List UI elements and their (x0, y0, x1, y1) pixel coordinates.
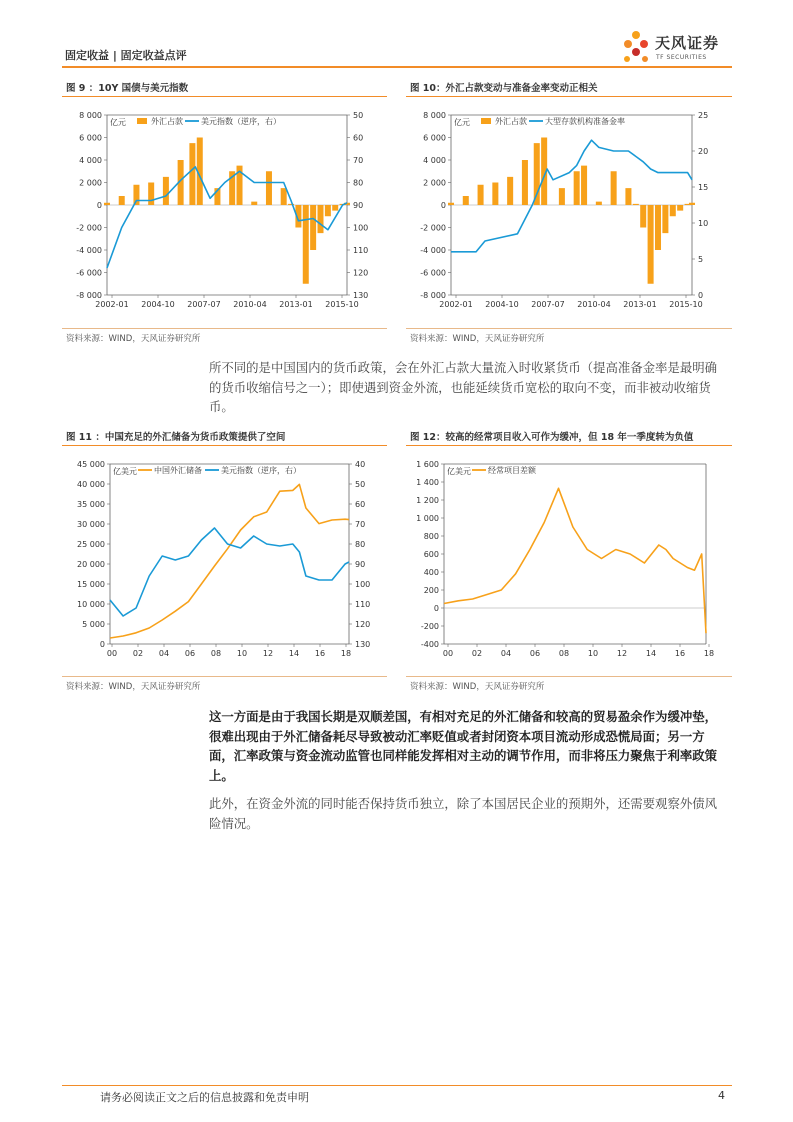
y-left-tick-label: 15 000 (77, 580, 105, 589)
y-left-tick-label: 0 (440, 201, 446, 210)
x-tick-label: 06 (529, 649, 541, 658)
bar-外汇占款 (507, 177, 513, 205)
bar-外汇占款 (478, 185, 484, 205)
bar-外汇占款 (148, 183, 154, 206)
bar-外汇占款 (670, 205, 676, 216)
line-中国外汇储备 (110, 484, 349, 638)
x-tick-label: 04 (500, 649, 512, 658)
line-美元指数（逆序，右） (110, 528, 349, 616)
x-tick-label: 04 (158, 649, 170, 658)
logo-subtitle: TF SECURITIES (656, 54, 707, 61)
y-right-tick-label: 60 (355, 500, 366, 509)
y-left-tick-label: 8 000 (423, 111, 446, 120)
y-right-tick-label: 70 (353, 156, 364, 165)
x-tick-label: 2015-10 (325, 300, 359, 309)
header-section: 固定收益 | 固定收益点评 (65, 49, 187, 62)
fig12-source-rule (406, 676, 732, 677)
fig11-title-rule (62, 445, 387, 446)
fig12-title: 图 12：较高的经常项目收入可作为缓冲，但 18 年一季度转为负值 (410, 432, 694, 443)
y-right-tick-label: 25 (698, 111, 709, 120)
y-left-tick-label: 10 000 (77, 600, 105, 609)
bar-外汇占款 (677, 205, 683, 211)
y-right-tick-label: 20 (698, 147, 709, 156)
bar-外汇占款 (463, 196, 469, 205)
paragraph-2: 这一方面是由于我国长期是双顺差国，有相对充足的外汇储备和较高的贸易盈余作为缓冲垫，很难出现由于外汇储备耗尽导致被动汇率贬值或者封闭资本项目流动形成恐慌局面；另一方面，汇率政策与资金流动监管也同样能发挥相对主动的调节作用，而非将压力聚焦于利率政策上。 (209, 709, 718, 783)
y-left-tick-label: 5 000 (82, 620, 105, 629)
bar-外汇占款 (303, 205, 309, 284)
bar-外汇占款 (689, 203, 695, 205)
y-right-tick-label: 120 (355, 620, 371, 629)
bar-外汇占款 (559, 188, 565, 205)
fig10-title: 图 10：外汇占款变动与准备金率变动正相关 (410, 83, 598, 94)
x-tick-label: 2002-01 (95, 300, 129, 309)
bar-外汇占款 (655, 205, 661, 250)
y-left-tick-label: 800 (423, 532, 439, 541)
bar-外汇占款 (492, 183, 498, 206)
x-tick-label: 2010-04 (577, 300, 611, 309)
y-right-tick-label: 40 (355, 460, 366, 469)
y-left-tick-label: 35 000 (77, 500, 105, 509)
y-right-tick-label: 120 (353, 268, 369, 278)
y-left-tick-label: 1 000 (416, 514, 439, 523)
bar-外汇占款 (104, 203, 110, 205)
fig9-source: 资料来源：WIND，天风证券研究所 (66, 334, 201, 344)
y-right-tick-label: 110 (353, 246, 369, 255)
y-left-tick-label: -8 000 (420, 291, 446, 300)
x-tick-label: 00 (106, 649, 118, 658)
x-tick-label: 2013-01 (279, 300, 313, 309)
x-tick-label: 02 (132, 649, 144, 658)
x-tick-label: 2002-01 (439, 300, 473, 309)
legend-label: 美元指数（逆序，右） (201, 117, 281, 126)
bar-外汇占款 (119, 196, 125, 205)
bar-外汇占款 (522, 160, 528, 205)
legend-label: 经常项目差额 (488, 466, 536, 475)
x-tick-label: 14 (645, 649, 657, 658)
x-tick-label: 08 (558, 649, 570, 658)
unit-label: 亿美元 (113, 467, 137, 476)
y-left-tick-label: -6 000 (420, 268, 446, 278)
y-left-tick-label: -8 000 (76, 291, 102, 300)
y-left-tick-label: 4 000 (423, 156, 446, 165)
y-left-tick-label: 0 (433, 604, 439, 613)
bar-外汇占款 (332, 205, 338, 211)
y-right-tick-label: 90 (353, 201, 364, 210)
fig10-source: 资料来源：WIND，天风证券研究所 (410, 334, 545, 344)
bar-外汇占款 (633, 204, 639, 205)
fig11-chart (62, 450, 387, 672)
x-tick-label: 00 (442, 649, 454, 658)
y-right-tick-label: 5 (698, 255, 704, 264)
line-经常项目差额 (444, 488, 706, 633)
x-tick-label: 12 (616, 649, 628, 658)
bar-外汇占款 (310, 205, 316, 250)
legend-label: 外汇占款 (151, 117, 183, 126)
bar-外汇占款 (596, 202, 602, 205)
x-tick-label: 12 (262, 649, 274, 658)
fig10-chart (406, 100, 732, 325)
footer-divider (62, 1085, 732, 1086)
y-left-tick-label: 25 000 (77, 540, 105, 549)
y-left-tick-label: 1 200 (416, 496, 439, 505)
fig9-source-rule (62, 328, 387, 329)
fig12-source: 资料来源：WIND，天风证券研究所 (410, 682, 545, 692)
y-left-tick-label: -6 000 (76, 268, 102, 278)
y-right-tick-label: 80 (355, 540, 366, 549)
y-left-tick-label: -2 000 (76, 223, 102, 233)
y-right-tick-label: 50 (353, 111, 364, 120)
y-left-tick-label: 200 (423, 586, 439, 595)
y-left-tick-label: -4 000 (420, 246, 446, 255)
x-tick-label: 2007-07 (531, 300, 565, 309)
y-left-tick-label: 8 000 (79, 111, 102, 120)
bar-外汇占款 (662, 205, 668, 233)
y-left-tick-label: -4 000 (76, 246, 102, 255)
y-left-tick-label: 400 (423, 568, 439, 577)
y-right-tick-label: 130 (355, 640, 371, 649)
fig12-title-rule (406, 445, 732, 446)
y-right-tick-label: 0 (698, 291, 704, 300)
y-right-tick-label: 60 (353, 133, 364, 143)
bar-外汇占款 (611, 171, 617, 205)
y-left-tick-label: 40 000 (77, 480, 105, 489)
fig11-source: 资料来源：WIND，天风证券研究所 (66, 682, 201, 692)
y-right-tick-label: 100 (355, 580, 371, 589)
legend-label: 美元指数（逆序，右） (221, 466, 301, 475)
y-left-tick-label: 45 000 (77, 460, 105, 469)
paragraph-3: 此外，在资金外流的同时能否保持货币独立，除了本国居民企业的预期外，还需要观察外债风险情况。 (209, 796, 718, 831)
y-right-tick-label: 15 (698, 183, 709, 192)
logo (622, 30, 732, 70)
fig11-source-rule (62, 676, 387, 677)
y-right-tick-label: 50 (355, 480, 366, 489)
bar-外汇占款 (266, 171, 272, 205)
y-left-tick-label: 2 000 (79, 178, 102, 188)
y-left-tick-label: 2 000 (423, 178, 446, 188)
y-left-tick-label: 20 000 (77, 560, 105, 569)
unit-label: 亿元 (110, 118, 126, 127)
y-left-tick-label: 0 (99, 640, 105, 649)
x-tick-label: 2013-01 (623, 300, 657, 309)
y-left-tick-label: 30 000 (77, 520, 105, 529)
y-left-tick-label: 6 000 (423, 133, 446, 143)
bar-外汇占款 (648, 205, 654, 284)
y-right-tick-label: 130 (353, 291, 369, 300)
fig9-title: 图 9 ：10Y 国债与美元指数 (66, 83, 189, 94)
x-tick-label: 08 (210, 649, 222, 658)
legend-label: 中国外汇储备 (154, 466, 202, 475)
x-tick-label: 10 (587, 649, 599, 658)
bar-外汇占款 (251, 202, 257, 205)
y-left-tick-label: 600 (423, 550, 439, 559)
x-tick-label: 16 (314, 649, 326, 658)
page-number: 4 (718, 1089, 725, 1102)
x-tick-label: 2010-04 (233, 300, 267, 309)
y-left-tick-label: -2 000 (420, 223, 446, 233)
bar-外汇占款 (189, 143, 195, 205)
bar-外汇占款 (281, 188, 287, 205)
y-left-tick-label: 6 000 (79, 133, 102, 143)
paragraph-1: 所不同的是中国国内的货币政策，会在外汇占款大量流入时收紧货币（提高准备金率是最明确的货币收缩信号之一）；即使遇到资金外流，也能延续货币宽松的取向不变，而非被动收缩货币。 (209, 360, 718, 414)
y-right-tick-label: 10 (698, 219, 709, 228)
unit-label: 亿元 (454, 118, 470, 127)
legend-swatch (137, 118, 147, 124)
bar-外汇占款 (625, 188, 631, 205)
x-tick-label: 02 (471, 649, 483, 658)
logo-name: 天风证券 (655, 34, 720, 52)
header-divider (62, 66, 732, 68)
unit-label: 亿美元 (447, 467, 471, 476)
y-right-tick-label: 80 (353, 178, 364, 188)
y-right-tick-label: 90 (355, 560, 366, 569)
y-left-tick-label: -200 (420, 622, 439, 631)
x-tick-label: 06 (184, 649, 196, 658)
bar-外汇占款 (581, 166, 587, 205)
legend-swatch (481, 118, 491, 124)
bar-外汇占款 (325, 205, 331, 216)
x-tick-label: 14 (288, 649, 300, 658)
fig9-title-rule (62, 96, 387, 97)
x-tick-label: 2004-10 (141, 300, 175, 309)
bar-外汇占款 (448, 203, 454, 205)
x-tick-label: 16 (674, 649, 686, 658)
legend-label: 外汇占款 (495, 117, 527, 126)
y-left-tick-label: -400 (420, 640, 439, 649)
footer-disclaimer: 请务必阅读正文之后的信息披露和免责申明 (100, 1091, 309, 1104)
x-tick-label: 2004-10 (485, 300, 519, 309)
y-right-tick-label: 110 (355, 600, 371, 609)
legend-label: 大型存款机构准备金率 (545, 117, 625, 126)
y-left-tick-label: 0 (96, 201, 102, 210)
y-left-tick-label: 4 000 (79, 156, 102, 165)
y-left-tick-label: 1 400 (416, 478, 439, 487)
x-tick-label: 18 (703, 649, 715, 658)
fig10-source-rule (406, 328, 732, 329)
x-tick-label: 2015-10 (669, 300, 703, 309)
fig10-title-rule (406, 96, 732, 97)
bar-外汇占款 (640, 205, 646, 228)
x-tick-label: 10 (236, 649, 248, 658)
fig11-title: 图 11 ：中国充足的外汇储备为货币政策提供了空间 (66, 432, 286, 443)
bar-外汇占款 (163, 177, 169, 205)
x-tick-label: 18 (340, 649, 352, 658)
y-right-tick-label: 100 (353, 223, 369, 233)
y-left-tick-label: 1 600 (416, 460, 439, 469)
logo-mark-icon (622, 30, 652, 66)
x-tick-label: 2007-07 (187, 300, 221, 309)
y-right-tick-label: 70 (355, 520, 366, 529)
fig12-chart (406, 450, 732, 672)
bar-外汇占款 (317, 205, 323, 233)
bar-外汇占款 (574, 171, 580, 205)
fig9-chart (62, 100, 387, 325)
